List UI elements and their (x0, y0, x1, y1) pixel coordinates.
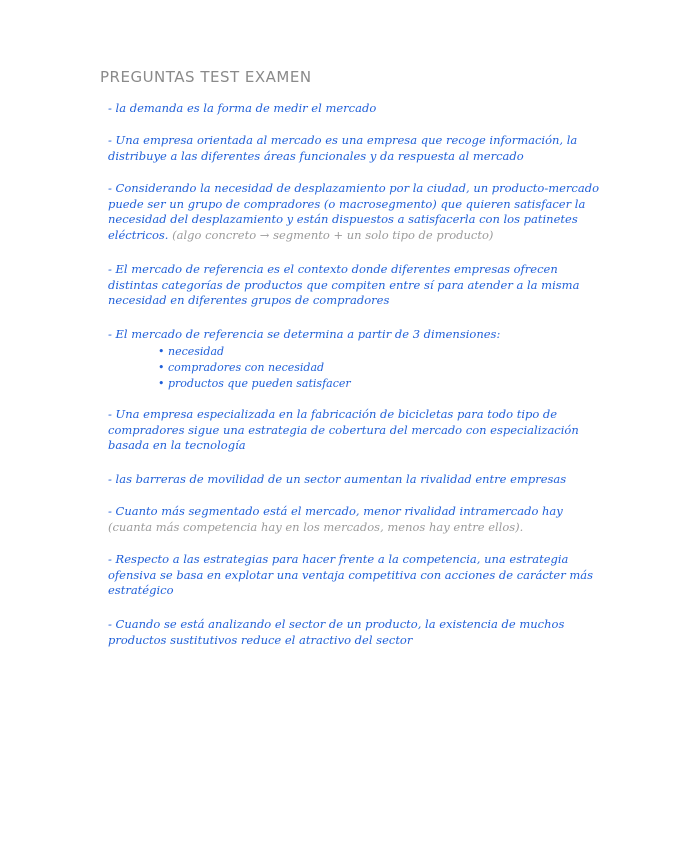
note-reference-market (108, 262, 608, 309)
note-text: - Una empresa especializada en la fabricación de bicicletas para todo tipo de compradores sigue una estrategia de cobertura del mercado con especialización basada en la tecnología (108, 407, 579, 452)
note-aside: (cuanta más competencia hay en los mercados, menos hay entre ellos). (108, 519, 524, 534)
note-demand (108, 101, 608, 117)
note-dimensions-heading (108, 327, 608, 343)
note-bicycle-company (108, 407, 608, 454)
note-competitive-strategies (108, 552, 608, 599)
note-text: - la demanda es la forma de medir el mercado (108, 101, 377, 115)
note-text: - Cuanto más segmentado está el mercado, menor rivalidad intramercado hay (108, 504, 563, 518)
dimension-item: • compradores con necesidad (158, 361, 325, 374)
note-substitute-products (108, 617, 608, 648)
note-text: - Respecto a las estrategias para hacer frente a la competencia, una estrategia ofensiva se basa en explotar una ventaja competitiva con acciones de carácter más estratégico (108, 552, 594, 597)
note-text: - Cuando se está analizando el sector de un producto, la existencia de muchos productos sustitutivos reduce el atractivo del sector (108, 617, 565, 647)
note-text: - las barreras de movilidad de un sector aumentan la rivalidad entre empresas (108, 472, 567, 486)
dimension-item: • necesidad (158, 345, 225, 358)
note-text: - El mercado de referencia es el contexto donde diferentes empresas ofrecen distintas categorías de productos que compiten entre sí para atender a la misma necesidad en diferentes grupos de compradores (108, 262, 580, 307)
note-product-market (108, 181, 608, 243)
note-mobility-barriers (108, 472, 608, 488)
note-market-oriented-company (108, 133, 608, 164)
note-text: - El mercado de referencia se determina a partir de 3 dimensiones: (108, 327, 501, 341)
page-title: PREGUNTAS TEST EXAMEN (100, 68, 312, 86)
dimension-item: • productos que pueden satisfacer (158, 377, 351, 390)
note-text: - Considerando la necesidad de desplazamiento por la ciudad, un producto-mercado puede ser un grupo de compradores (o macrosegmento) que quieren satisfacer la necesidad del desplazamiento y están dispuestos a satisfacerla con los patinetes eléctricos. (108, 181, 600, 242)
note-text: - Una empresa orientada al mercado es una empresa que recoge información, la distribuye a las diferentes áreas funcionales y da respuesta al mercado (108, 133, 578, 163)
note-segmentation (108, 504, 608, 535)
note-aside: (algo concreto → segmento + un solo tipo de producto) (172, 227, 494, 242)
